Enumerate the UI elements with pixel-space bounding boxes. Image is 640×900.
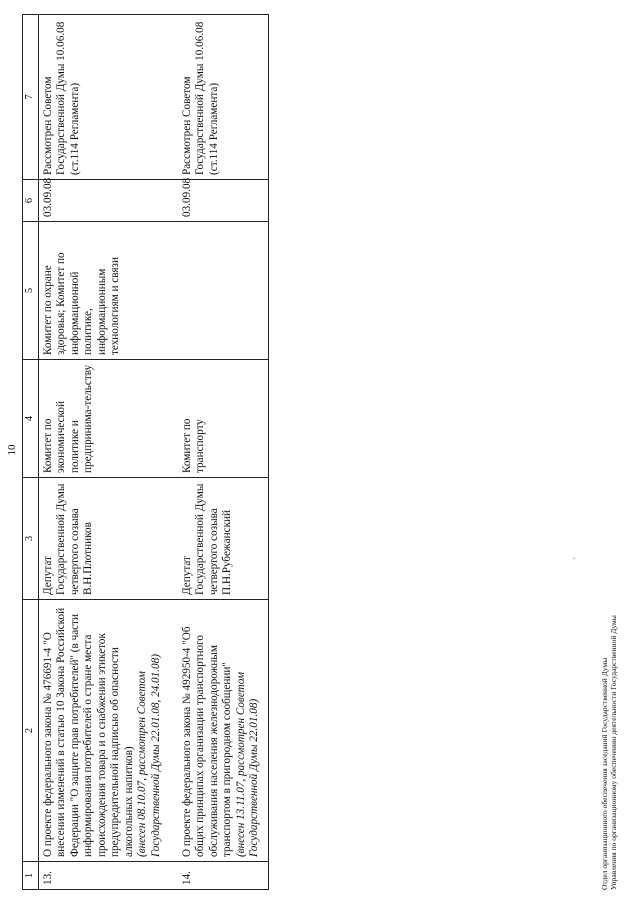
page-number: 10: [6, 444, 18, 456]
author-cell: Депутат Государственной Думы четвертого созыва П.Н.Рубежанский: [179, 478, 268, 600]
status-cell: Рассмотрен Советом Государственной Думы 10.06.08 (ст.114 Регламента): [39, 15, 165, 180]
bill-note: (внесен 13.11.07, рассмотрен Советом Государственной Думы 22.01.08): [234, 671, 261, 857]
header-col-3: 3: [23, 478, 39, 600]
header-col-5: 5: [23, 222, 39, 360]
header-col-1: 1: [23, 862, 39, 890]
bill-title-cell: [39, 600, 165, 862]
bill-title-cell: [179, 600, 268, 862]
co-committee-cell: Комитет по охране здоровья; Комитет по информационной политике, информационным технологиям и связи: [39, 222, 165, 360]
bills-table: [22, 14, 269, 890]
date-cell: 03.09.08: [39, 180, 165, 222]
author-cell: Депутат Государственной Думы четвертого созыва В.Н.Плотников: [39, 478, 165, 600]
header-col-6: 6: [23, 180, 39, 222]
table-row: [39, 15, 165, 890]
committee-cell: Комитет по экономической политике и предпринима-тельству: [39, 360, 165, 478]
header-col-4: 4: [23, 360, 39, 478]
stray-mark: ·: [570, 557, 579, 560]
header-col-2: 2: [23, 600, 39, 862]
footer: [600, 615, 619, 890]
committee-cell: Комитет по транспорту: [179, 360, 268, 478]
table-row: [179, 15, 268, 890]
row-spacer: [165, 15, 179, 890]
date-cell: 03.09.08: [179, 180, 268, 222]
footer-line-2: Управления по организационному обеспечению деятельности Государственной Думы: [609, 615, 619, 890]
bill-note: (внесен 08.10.07, рассмотрен Советом Государственной Думы 22.01.08, 24.01.08): [136, 654, 162, 857]
bill-title: О проекте федерального закона № 492950-4 "Об общих принципах организации транспортного обслуживания населения железнодорожным транспортом в пригородном сообщении": [180, 626, 234, 857]
bill-title: О проекте федерального закона № 476691-4 "О внесении изменений в статью 10 Закона Российской Федерации "О защите прав потребителей" (в части информирования потребителей о стране места происхождения товара и о снабжении этикеток предупредительной надписью об опасности алкогольных напитков): [42, 607, 135, 857]
co-committee-cell: [179, 222, 268, 360]
status-cell: Рассмотрен Советом Государственной Думы 10.06.08 (ст.114 Регламента): [179, 15, 268, 180]
row-number: 13.: [39, 862, 165, 890]
header-col-7: 7: [23, 15, 39, 180]
row-number: 14.: [179, 862, 268, 890]
header-row: [23, 15, 39, 890]
footer-line-1: Отдел организационного обеспечения заседаний Государственной Думы: [600, 657, 609, 890]
